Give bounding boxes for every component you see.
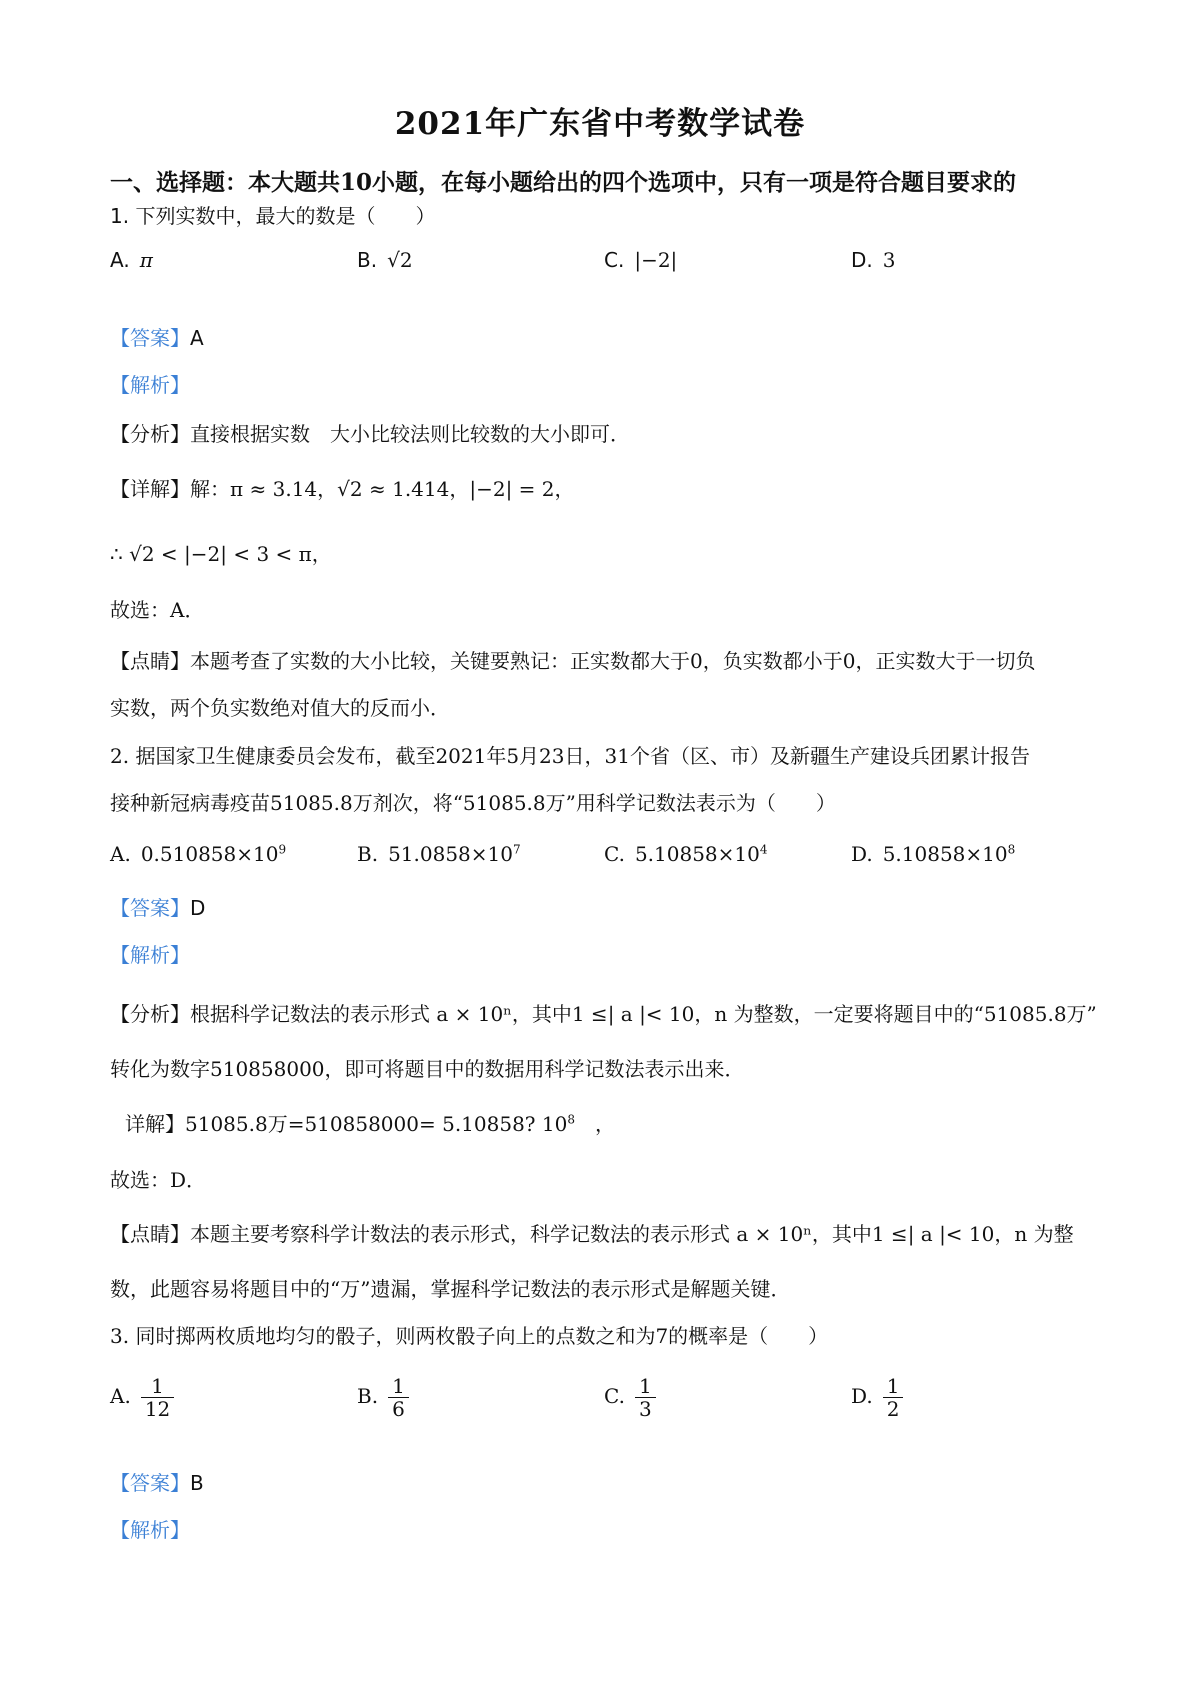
q1-dianjing-line1: 【点睛】本题考查了实数的大小比较，关键要熟记：正实数都大于0，负实数都小于0，正实数大于一切负 bbox=[110, 649, 1036, 673]
q2-jiexi: 【解析】 bbox=[110, 943, 190, 967]
option-value: 3 bbox=[882, 248, 896, 272]
option-label: D. bbox=[851, 842, 873, 866]
q1-jiexi: 【解析】 bbox=[110, 373, 190, 397]
option-exponent: 8 bbox=[1007, 842, 1016, 857]
q2-option-a bbox=[110, 842, 286, 866]
option-label: D. bbox=[851, 248, 873, 272]
answer-value: A bbox=[190, 326, 204, 350]
option-value: π bbox=[139, 248, 153, 272]
option-label: A. bbox=[110, 842, 131, 866]
fraction bbox=[883, 1375, 904, 1420]
option-label: C. bbox=[604, 1384, 625, 1408]
q3-option-b bbox=[357, 1375, 409, 1420]
detail-exponent: 8 bbox=[567, 1112, 575, 1127]
option-mantissa: 0.510858×10 bbox=[140, 842, 279, 866]
option-label: A. bbox=[110, 248, 130, 272]
answer-tag: 【答案】 bbox=[110, 1471, 190, 1495]
q1-detail: 【详解】解：π ≈ 3.14，√2 ≈ 1.414，|−2| = 2， bbox=[110, 477, 575, 501]
q2-choose: 故选：D． bbox=[110, 1168, 207, 1192]
q1-option-c bbox=[604, 248, 677, 272]
option-label: B. bbox=[357, 842, 379, 866]
answer-value: B bbox=[190, 1471, 204, 1495]
option-label: B. bbox=[357, 1384, 379, 1408]
detail-suffix: ， bbox=[574, 1112, 615, 1136]
fraction bbox=[388, 1375, 409, 1420]
answer-tag: 【答案】 bbox=[110, 326, 190, 350]
q2-dianjing-line2: 数，此题容易将题目中的“万”遗漏，掌握科学记数法的表示形式是解题关键． bbox=[110, 1277, 791, 1301]
q3-option-d bbox=[851, 1375, 903, 1420]
option-value: √2 bbox=[387, 248, 413, 272]
option-label: A. bbox=[110, 1384, 131, 1408]
section-heading: 一、选择题：本大题共10小题，在每小题给出的四个选项中，只有一项是符合题目要求的 bbox=[110, 169, 1017, 196]
q3-option-c bbox=[604, 1375, 656, 1420]
q2-detail bbox=[125, 1108, 615, 1137]
page-title: 2021年广东省中考数学试卷 bbox=[394, 106, 806, 142]
answer-tag: 【答案】 bbox=[110, 896, 190, 920]
option-exponent: 9 bbox=[278, 842, 287, 857]
q3-jiexi: 【解析】 bbox=[110, 1518, 190, 1542]
q2-analysis-line2: 转化为数字510858000，即可将题目中的数据用科学记数法表示出来． bbox=[110, 1057, 745, 1081]
q2-option-b bbox=[357, 842, 521, 866]
fraction-denominator: 3 bbox=[638, 1397, 652, 1421]
q2-stem-line2: 接种新冠病毒疫苗51085.8万剂次，将“51085.8万”用科学记数法表示为（ ） bbox=[110, 791, 836, 815]
option-mantissa: 5.10858×10 bbox=[634, 842, 760, 866]
fraction-numerator: 1 bbox=[635, 1375, 656, 1398]
fraction-numerator: 1 bbox=[883, 1375, 904, 1398]
detail-text: 详解】51085.8万=510858000= 5.10858? 10 bbox=[125, 1112, 568, 1136]
q3-stem: 3. 同时掷两枚质地均匀的骰子，则两枚骰子向上的点数之和为7的概率是（ ） bbox=[110, 1324, 829, 1348]
q1-therefore: ∴ √2 < |−2| < 3 < π， bbox=[110, 542, 332, 566]
fraction bbox=[635, 1375, 656, 1420]
q1-stem: 1. 下列实数中，最大的数是（ ） bbox=[110, 204, 436, 228]
q3-option-a bbox=[110, 1375, 174, 1420]
option-label: C. bbox=[604, 248, 625, 272]
q2-dianjing-line1: 【点睛】本题主要考察科学计数法的表示形式，科学记数法的表示形式 a × 10ⁿ，其中1 ≤| a |< 10，n 为整 bbox=[110, 1222, 1074, 1246]
fraction-numerator: 1 bbox=[388, 1375, 409, 1398]
option-label: C. bbox=[604, 842, 625, 866]
q2-answer bbox=[110, 892, 205, 921]
q1-choose: 故选：A． bbox=[110, 598, 205, 622]
q1-analysis: 【分析】直接根据实数 大小比较法则比较数的大小即可． bbox=[110, 422, 630, 446]
q1-option-a bbox=[110, 248, 153, 272]
q1-dianjing-line2: 实数，两个负实数绝对值大的反而小． bbox=[110, 696, 450, 720]
answer-value: D bbox=[190, 896, 206, 920]
q1-option-b bbox=[357, 248, 413, 272]
option-exponent: 4 bbox=[759, 842, 768, 857]
option-mantissa: 5.10858×10 bbox=[882, 842, 1008, 866]
q2-stem-line1: 2. 据国家卫生健康委员会发布，截至2021年5月23日，31个省（区、市）及新疆生产建设兵团累计报告 bbox=[110, 744, 1030, 768]
option-exponent: 7 bbox=[512, 842, 521, 857]
option-label: B. bbox=[357, 248, 378, 272]
fraction-numerator: 1 bbox=[141, 1375, 174, 1398]
q2-option-d bbox=[851, 842, 1015, 866]
q2-analysis-line1: 【分析】根据科学记数法的表示形式 a × 10ⁿ，其中1 ≤| a |< 10，n 为整数，一定要将题目中的“51085.8万” bbox=[110, 1002, 1097, 1026]
option-value: |−2| bbox=[634, 248, 678, 272]
option-mantissa: 51.0858×10 bbox=[388, 842, 513, 866]
option-label: D. bbox=[851, 1384, 873, 1408]
fraction-denominator: 2 bbox=[886, 1397, 900, 1421]
fraction-denominator: 12 bbox=[144, 1397, 171, 1421]
fraction-denominator: 6 bbox=[392, 1397, 405, 1421]
q2-option-c bbox=[604, 842, 768, 866]
q1-option-d bbox=[851, 248, 896, 272]
q3-answer bbox=[110, 1467, 204, 1496]
q1-answer bbox=[110, 322, 204, 351]
fraction bbox=[141, 1375, 174, 1420]
